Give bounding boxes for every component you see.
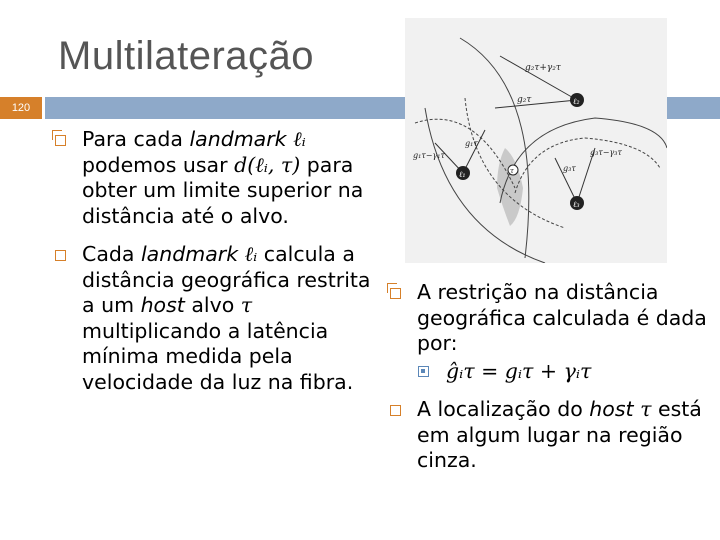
circle-landmark-3-outer: [500, 118, 667, 203]
sub-bullet-icon: [418, 366, 429, 377]
left-bullet-2-text-a: Cada: [82, 242, 141, 266]
right-bullet-2: [388, 397, 718, 474]
label-landmark-3: ℓ₃: [573, 200, 580, 209]
left-bullet-1: [53, 127, 383, 229]
label-right-dist: g₃τ: [563, 164, 576, 173]
formula-constraint: ĝᵢτ = gᵢτ + γᵢτ: [446, 358, 592, 383]
square-bullet-icon: [55, 135, 66, 146]
label-top-dist: g₂τ: [517, 95, 532, 105]
left-bullet-1-landmark: landmark: [189, 127, 287, 151]
left-bullet-2-landmark: landmark: [140, 242, 239, 266]
slide-title: Multilateração: [58, 34, 315, 78]
square-bullet-icon: [390, 288, 401, 299]
square-bullet-icon: [390, 405, 401, 416]
label-top-sum: g₂τ+γ₂τ: [525, 63, 561, 73]
circle-landmark-3-inner: [515, 138, 660, 193]
left-bullet-1-math-a: ℓᵢ: [286, 127, 306, 151]
left-bullet-2-text-d: multiplicando a latência mínima medida pela velocidade da luz na fibra.: [82, 318, 354, 394]
multilateration-figure: [405, 18, 667, 263]
left-bullet-1-text-b: podemos usar: [82, 152, 235, 177]
circle-landmark-1-outer: [460, 38, 529, 258]
slide-number: 120: [0, 97, 42, 119]
radius-line-2: [495, 100, 577, 108]
label-host: τ: [510, 167, 514, 175]
right-bullet-1: [388, 280, 718, 384]
left-bullet-2-math-a: ℓᵢ: [238, 242, 258, 266]
right-bullet-2-math: τ: [633, 397, 652, 421]
label-landmark-2: ℓ₂: [573, 97, 580, 106]
multilateration-diagram: [405, 18, 667, 263]
label-left-diff: g₁τ−γ₁τ: [413, 151, 445, 160]
left-bullet-1-text-a: Para cada: [82, 127, 190, 151]
square-bullet-icon: [55, 250, 66, 261]
right-column: [388, 280, 718, 487]
left-bullet-2: [53, 242, 383, 395]
right-bullet-2-host: host: [589, 397, 634, 421]
left-bullet-2-text-c: alvo: [184, 293, 241, 317]
left-bullet-1-text-c: para obter um limite superior na distância até o alvo.: [82, 152, 364, 228]
radius-line-1: [463, 130, 485, 173]
left-column: [53, 127, 383, 408]
right-bullet-1-text: A restrição na distância geográfica calculada é dada por:: [417, 280, 707, 355]
label-right-diff: g₃τ−γ₃τ: [590, 148, 622, 157]
left-bullet-2-math-b: τ: [240, 293, 253, 317]
label-landmark-1: ℓ₁: [459, 170, 466, 179]
label-left-dist: g₁τ: [465, 139, 478, 148]
right-bullet-2-text-a: A localização do: [417, 397, 590, 421]
right-bullet-2-text-b: está em algum lugar na região cinza.: [417, 397, 702, 472]
left-bullet-2-host: host: [140, 293, 185, 317]
left-bullet-2-text-b: calcula a distância geográfica restrita a um: [82, 242, 371, 317]
left-bullet-1-math-b: d(ℓᵢ, τ): [234, 152, 301, 177]
right-sub-bullet-formula: [417, 359, 718, 385]
